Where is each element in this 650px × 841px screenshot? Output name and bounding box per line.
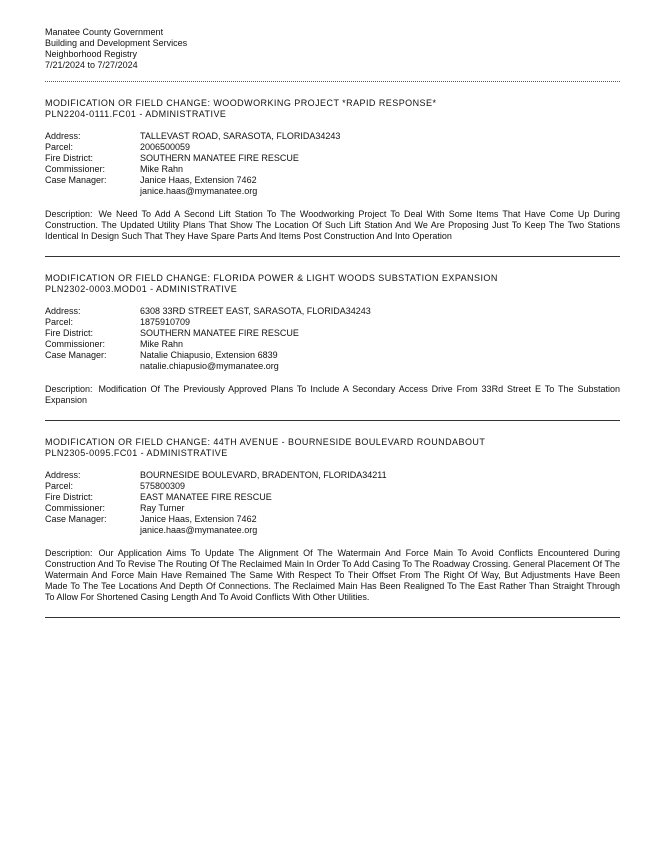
case-manager-label: Case Manager: (45, 175, 107, 185)
address-value: TALLEVAST ROAD, SARASOTA, FLORIDA34243 (140, 131, 341, 141)
parcel-label: Parcel: (45, 317, 74, 327)
record-title: MODIFICATION OR FIELD CHANGE: WOODWORKING PROJECT *RAPID RESPONSE* (45, 98, 437, 108)
record (45, 273, 620, 406)
fire-district-label: Fire District: (45, 153, 93, 163)
case-manager-email[interactable]: natalie.chiapusio@mymanatee.org (140, 361, 279, 371)
record-divider (45, 420, 620, 421)
description-text: Our Application Aims To Update The Alignment Of The Watermain And Force Main To Avoid Conflicts Encountered During Construction And To Revise The Routing Of The Reclaimed Main In Order To Add Casing To The Roadway Crossing. General Placement Of The Watermain And Force Main Have Remained The Same With Respect To Their Offset From The Right Of Way, But Adjustments Have Been Made To The Tee Locations And Depth Of Connections. The Reclaimed Main Has Been Realigned To The East Rather Than Straight Through To Allow For Shortened Casing Length And To Avoid Conflicts With Other Utilities. (45, 548, 620, 602)
parcel-label: Parcel: (45, 481, 74, 491)
fire-district-value: SOUTHERN MANATEE FIRE RESCUE (140, 328, 299, 338)
record-fields (45, 470, 620, 536)
commissioner-label: Commissioner: (45, 503, 106, 513)
address-label: Address: (45, 306, 81, 316)
report-name: Neighborhood Registry (45, 49, 138, 59)
commissioner-label: Commissioner: (45, 339, 106, 349)
org-name: Manatee County Government (45, 27, 164, 37)
case-manager-label: Case Manager: (45, 350, 107, 360)
record-fields (45, 306, 620, 372)
commissioner-value: Mike Rahn (140, 339, 184, 349)
department-name: Building and Development Services (45, 38, 188, 48)
description-text: We Need To Add A Second Lift Station To The Woodworking Project To Deal With Some Items That Have Come Up During Construction. The Updated Utility Plans That Show The Location Of Such Lift Station And We Are Proposing Just To Keep The Two Stations Identical In Design Such That They Have Spare Parts And Items Post Construction And Into Operation (45, 209, 620, 241)
record (45, 98, 620, 242)
case-number: PLN2204-0111.FC01 - ADMINISTRATIVE (45, 109, 227, 119)
fire-district-value: EAST MANATEE FIRE RESCUE (140, 492, 272, 502)
case-manager-value: Janice Haas, Extension 7462 (140, 175, 257, 185)
parcel-value: 2006500059 (140, 142, 191, 152)
fire-district-label: Fire District: (45, 492, 93, 502)
record (45, 437, 620, 603)
report-header (45, 27, 620, 71)
fire-district-label: Fire District: (45, 328, 93, 338)
address-label: Address: (45, 470, 81, 480)
address-value: 6308 33RD STREET EAST, SARASOTA, FLORIDA34243 (140, 306, 371, 316)
record-title: MODIFICATION OR FIELD CHANGE: 44TH AVENUE - BOURNESIDE BOULEVARD ROUNDABOUT (45, 437, 486, 447)
case-manager-email[interactable]: janice.haas@mymanatee.org (140, 525, 258, 535)
commissioner-value: Mike Rahn (140, 164, 184, 174)
record-title: MODIFICATION OR FIELD CHANGE: FLORIDA POWER & LIGHT WOODS SUBSTATION EXPANSION (45, 273, 498, 283)
description-label: Description: (45, 548, 93, 558)
commissioner-value: Ray Turner (140, 503, 185, 513)
case-manager-label: Case Manager: (45, 514, 107, 524)
commissioner-label: Commissioner: (45, 164, 106, 174)
case-manager-value: Janice Haas, Extension 7462 (140, 514, 257, 524)
case-manager-value: Natalie Chiapusio, Extension 6839 (140, 350, 278, 360)
address-value: BOURNESIDE BOULEVARD, BRADENTON, FLORIDA34211 (140, 470, 387, 480)
case-number: PLN2305-0095.FC01 - ADMINISTRATIVE (45, 448, 228, 458)
description-text: Modification Of The Previously Approved Plans To Include A Secondary Access Drive From 33Rd Street E To The Substation Expansion (45, 384, 620, 405)
record-description (45, 548, 620, 603)
record-description (45, 209, 620, 242)
record-divider (45, 617, 620, 618)
case-manager-email[interactable]: janice.haas@mymanatee.org (140, 186, 258, 196)
description-label: Description: (45, 209, 93, 219)
case-number: PLN2302-0003.MOD01 - ADMINISTRATIVE (45, 284, 238, 294)
date-range: 7/21/2024 to 7/27/2024 (45, 60, 138, 70)
record-divider (45, 256, 620, 257)
address-label: Address: (45, 131, 81, 141)
parcel-value: 575800309 (140, 481, 186, 491)
header-divider (45, 81, 620, 82)
description-label: Description: (45, 384, 93, 394)
report-page (45, 27, 620, 634)
parcel-value: 1875910709 (140, 317, 191, 327)
record-description (45, 384, 620, 406)
parcel-label: Parcel: (45, 142, 74, 152)
record-fields (45, 131, 620, 197)
fire-district-value: SOUTHERN MANATEE FIRE RESCUE (140, 153, 299, 163)
